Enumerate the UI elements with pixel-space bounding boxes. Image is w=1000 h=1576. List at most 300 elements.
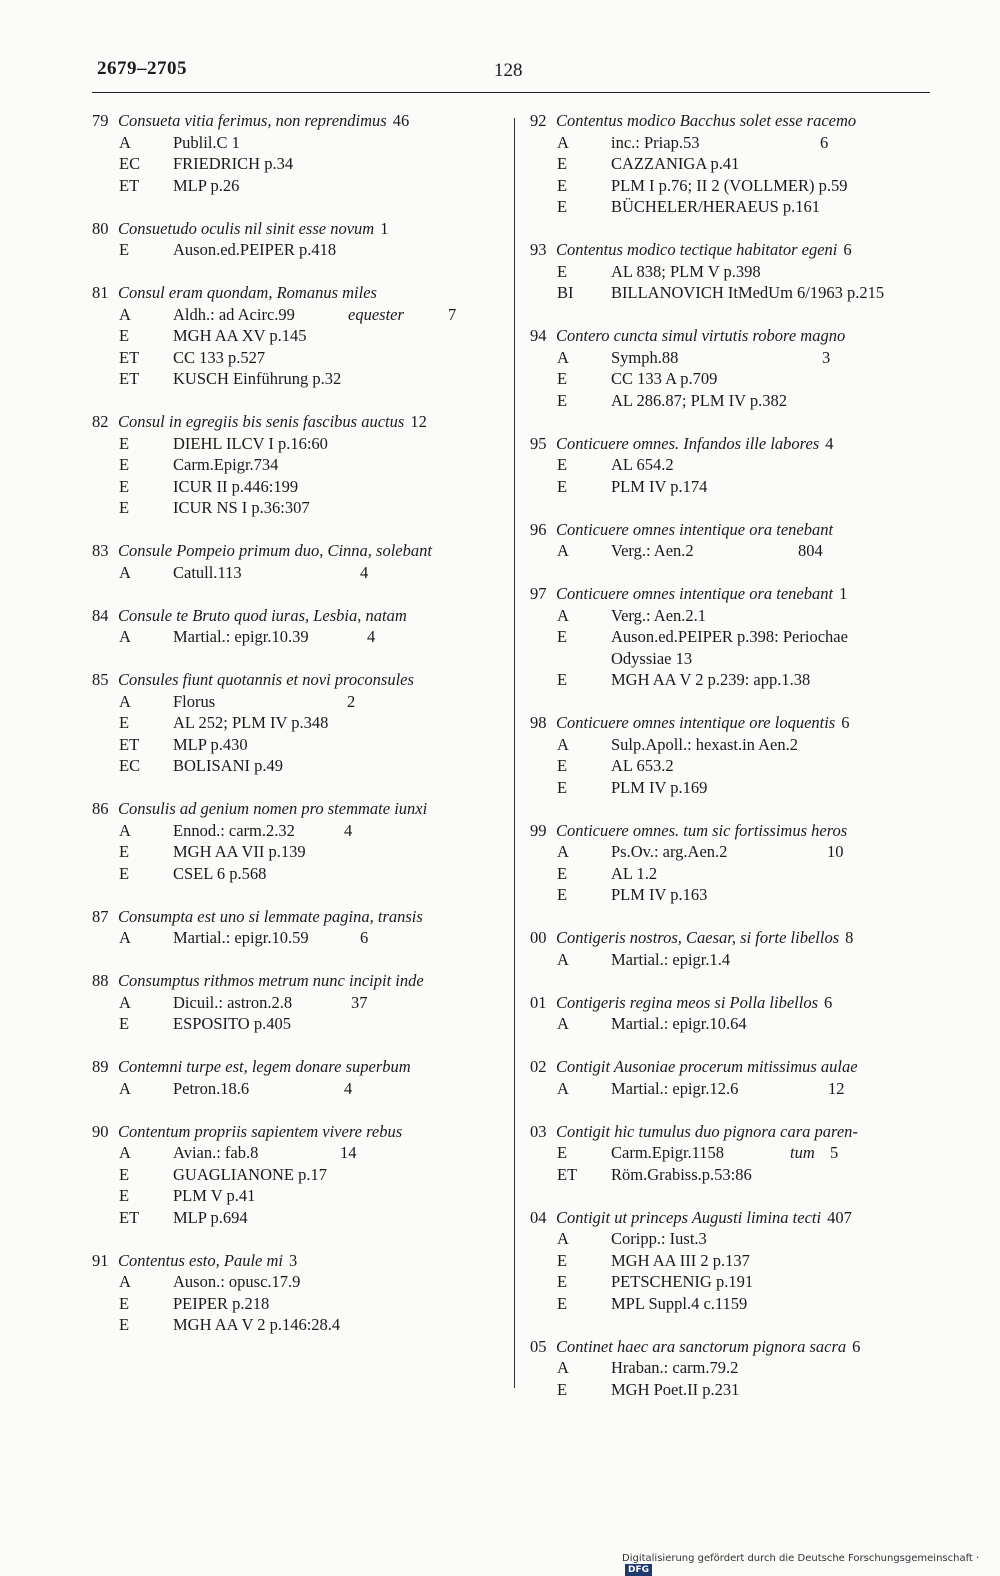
source-row [530,1271,928,1293]
source-reference: ESPOSITO p.405 [173,1014,291,1033]
source-reference: Dicuil.: astron.2.8 [173,992,293,1012]
source-code: E [557,1143,568,1162]
verse-count: 10 [827,842,844,861]
verse-count: 1 [839,584,848,603]
source-row [530,648,928,670]
source-reference: MLP p.430 [173,734,248,754]
source-code: ET [557,1164,578,1184]
entry-incipit-line [530,110,928,132]
source-reference: Verg.: Aen.2 [611,541,694,560]
source-code: A [119,1143,131,1162]
entry-incipit-line [92,605,492,627]
digitization-credit [622,1553,1000,1576]
entry-99 [530,820,928,906]
incipit-text: Continet haec ara sanctorum pignora sacra [556,1336,847,1356]
source-row [92,239,492,261]
entry-incipit-line [92,1056,492,1078]
source-reference: FRIEDRICH p.34 [173,154,294,173]
source-code: E [557,197,568,216]
entry-91 [92,1250,492,1336]
entry-89 [92,1056,492,1099]
credit-text: Digitalisierung gefördert durch die Deutsche Forschungsgemeinschaft · [622,1553,980,1564]
incipit-text: Conticuere omnes intentique ora tenebant [556,584,834,603]
source-reference: BOLISANI p.49 [173,756,283,775]
entry-incipit-line [530,820,928,842]
source-row [530,1293,928,1315]
verse-count: 4 [825,433,834,453]
source-row [92,626,492,648]
source-reference: Ps.Ov.: arg.Aen.2 [611,842,728,861]
column-divider [514,118,515,1388]
source-reference: Martial.: epigr.12.6 [611,1078,739,1098]
source-code: EC [119,154,141,173]
entry-82 [92,411,492,519]
source-reference: Auson.: opusc.17.9 [173,1272,301,1291]
incipit-text: Consumptus rithmos metrum nunc incipit inde [118,971,424,990]
source-code: E [557,175,568,195]
source-row [530,755,928,777]
source-row [530,282,928,304]
source-code: A [119,1272,131,1291]
source-reference: MGH AA III 2 p.137 [611,1250,750,1270]
source-row [530,1164,928,1186]
verse-count: 46 [392,111,410,130]
entry-90 [92,1121,492,1229]
source-reference: Röm.Grabiss.p.53:86 [611,1164,752,1184]
source-reference: MPL Suppl.4 c.1159 [611,1293,748,1313]
incipit-continuation: equester [348,304,404,324]
source-reference: MGH AA V 2 p.146:28.4 [173,1315,341,1334]
entry-number: 94 [530,326,547,345]
incipit-text: Contigit ut princeps Augusti limina tecti [556,1207,822,1227]
source-row [92,562,492,584]
entry-incipit-line [92,798,492,820]
source-row [530,1228,928,1250]
source-row [530,261,928,283]
entry-number: 96 [530,519,547,539]
source-row [530,949,928,971]
source-code: E [557,476,568,496]
source-row [92,1164,492,1186]
source-code: E [119,713,130,732]
source-row [92,863,492,885]
verse-count: 37 [351,992,368,1012]
entry-number: 03 [530,1121,547,1141]
entry-number: 89 [92,1057,109,1076]
source-code: E [119,326,130,345]
source-reference: Odyssiae 13 [611,648,693,668]
entry-number: 79 [92,111,109,130]
source-row [530,153,928,175]
source-row [92,1314,492,1336]
source-code: E [119,498,130,517]
source-row [530,734,928,756]
source-code: ET [119,347,140,367]
source-code: ET [119,175,140,195]
source-row [92,175,492,197]
entry-incipit-line [530,1056,928,1078]
source-row [530,1379,928,1401]
verse-count: 5 [830,1143,839,1162]
source-reference: Verg.: Aen.2.1 [611,605,707,625]
entry-incipit-line [92,218,492,240]
source-reference: PLM IV p.174 [611,476,708,496]
source-reference: PETSCHENIG p.191 [611,1272,754,1291]
entry-incipit-line [92,411,492,433]
source-row [92,841,492,863]
source-row [92,433,492,455]
entry-94 [530,325,928,411]
source-reference: AL 286.87; PLM IV p.382 [611,390,788,410]
source-code: E [119,1293,130,1313]
incipit-text: Contero cuncta simul virtutis robore magno [556,326,846,345]
entry-number: 90 [92,1121,109,1141]
source-code: E [557,369,568,388]
source-code: A [557,949,569,969]
source-reference: GUAGLIANONE p.17 [173,1164,327,1184]
source-row [530,368,928,390]
source-reference: PLM V p.41 [173,1186,256,1205]
entry-80 [92,218,492,261]
entry-number: 82 [92,412,109,431]
entry-incipit-line [530,325,928,347]
entry-incipit-line [530,583,928,605]
entry-incipit-line [92,906,492,928]
source-code: A [557,734,569,754]
source-code: E [557,627,568,646]
source-reference: Carm.Epigr.1158 [611,1143,725,1162]
verse-count: 4 [367,627,376,646]
source-code: E [119,1315,130,1334]
source-code: BI [557,283,574,302]
source-code: E [557,756,568,775]
source-row [92,1185,492,1207]
incipit-text: Consulis ad genium nomen pro stemmate iunxi [118,799,428,818]
source-row [92,304,492,326]
source-reference: ICUR II p.446:199 [173,476,299,496]
source-reference: AL 654.2 [611,455,674,474]
entry-incipit-line [92,669,492,691]
entry-number: 04 [530,1207,547,1227]
source-reference: AL 1.2 [611,863,658,883]
source-code: E [119,433,130,453]
entry-incipit-line [530,927,928,949]
entry-number: 99 [530,820,547,840]
entry-95 [530,433,928,498]
entry-incipit-line [530,712,928,734]
source-reference: MGH AA XV p.145 [173,326,307,345]
incipit-text: Contentus modico Bacchus solet esse racemo [556,111,857,130]
incipit-text: Contentus esto, Paule mi [118,1250,283,1270]
verse-count: 804 [798,541,823,560]
verse-count: 3 [822,347,831,367]
incipit-text: Contentus modico tectique habitator egeni [556,240,838,259]
source-code: ET [119,734,140,754]
verse-count: 4 [344,1078,353,1098]
source-code: E [119,1014,130,1033]
source-code: E [557,390,568,410]
incipit-continuation: tum [790,1143,815,1162]
incipit-text: Consul eram quondam, Romanus miles [118,283,377,302]
source-row [530,1078,928,1100]
source-reference: BÜCHELER/HERAEUS p.161 [611,197,821,216]
verse-count: 6 [843,240,852,259]
page-header-range: 2679–2705 [97,58,187,79]
source-reference: MGH AA V 2 p.239: app.1.38 [611,670,811,689]
source-row [530,1013,928,1035]
source-row [530,777,928,799]
source-code: A [119,1078,131,1098]
source-reference: Martial.: epigr.10.59 [173,928,309,947]
source-row [92,820,492,842]
source-reference: Coripp.: Iust.3 [611,1229,707,1248]
entry-number: 81 [92,283,109,302]
verse-count: 12 [828,1078,845,1098]
entry-81 [92,282,492,390]
source-reference: ICUR NS I p.36:307 [173,498,310,517]
incipit-text: Contigit Ausoniae procerum mitissimus aulae [556,1057,858,1076]
entry-number: 80 [92,218,109,238]
entry-number: 87 [92,906,109,926]
incipit-text: Contemni turpe est, legem donare superbum [118,1057,411,1076]
entry-incipit-line [530,1336,928,1358]
incipit-text: Conticuere omnes. tum sic fortissimus heros [556,820,848,840]
entry-79 [92,110,492,196]
source-code: E [119,455,130,474]
source-code: A [557,1358,569,1377]
source-row [92,691,492,713]
source-code: E [557,670,568,689]
source-row [530,863,928,885]
source-code: E [557,1293,568,1313]
entry-86 [92,798,492,884]
source-row [530,454,928,476]
source-reference: Catull.113 [173,562,242,582]
entry-number: 95 [530,433,547,453]
source-reference: Auson.ed.PEIPER p.398: Periochae [611,627,848,646]
source-code: E [557,455,568,474]
entry-00 [530,927,928,970]
header-rule [92,92,930,93]
incipit-text: Consule Pompeio primum duo, Cinna, solebant [118,541,432,560]
entry-03 [530,1121,928,1186]
source-code: A [119,691,131,711]
source-row [530,1142,928,1164]
entry-97 [530,583,928,691]
source-code: ET [119,369,140,388]
source-row [530,132,928,154]
entry-incipit-line [92,282,492,304]
source-code: A [557,1078,569,1098]
source-row [92,368,492,390]
entry-number: 05 [530,1336,547,1356]
entry-number: 97 [530,584,547,603]
entry-87 [92,906,492,949]
verse-count: 2 [347,691,356,711]
page-number: 128 [494,60,523,81]
source-reference: Hraban.: carm.79.2 [611,1358,739,1377]
entry-number: 85 [92,670,109,689]
source-code: E [119,1186,130,1205]
source-reference: inc.: Priap.53 [611,132,700,152]
source-row [530,175,928,197]
entry-incipit-line [92,110,492,132]
entry-85 [92,669,492,777]
source-row [92,476,492,498]
entry-96 [530,519,928,562]
incipit-text: Consule te Bruto quod iuras, Lesbia, natam [118,605,407,625]
source-row [92,153,492,175]
source-reference: Auson.ed.PEIPER p.418 [173,240,337,259]
source-reference: Martial.: epigr.1.4 [611,949,731,969]
source-code: A [557,347,569,367]
verse-count: 6 [360,928,369,947]
source-row [92,347,492,369]
entry-incipit-line [530,239,928,261]
source-row [92,992,492,1014]
source-reference: PLM IV p.163 [611,885,708,904]
verse-count: 8 [845,928,854,947]
source-row [530,476,928,498]
source-reference: Sulp.Apoll.: hexast.in Aen.2 [611,734,798,754]
verse-count: 6 [824,992,833,1012]
source-reference: PLM I p.76; II 2 (VOLLMER) p.59 [611,175,848,195]
source-reference: CSEL 6 p.568 [173,863,267,883]
source-code: E [119,863,130,883]
entry-number: 93 [530,240,547,259]
source-code: A [119,627,131,646]
verse-count: 4 [360,562,369,582]
entry-05 [530,1336,928,1401]
source-row [92,734,492,756]
entry-incipit-line [92,1250,492,1272]
incipit-text: Consumpta est uno si lemmate pagina, transis [118,906,423,926]
source-row [92,927,492,949]
source-reference: Ennod.: carm.2.32 [173,820,295,840]
verse-count: 14 [340,1143,357,1162]
source-reference: CC 133 p.527 [173,347,266,367]
source-code: E [557,1272,568,1291]
source-reference: MLP p.694 [173,1207,248,1227]
source-row [92,755,492,777]
incipit-text: Conticuere omnes. Infandos ille labores [556,433,820,453]
source-row [530,196,928,218]
verse-count: 7 [448,304,457,324]
source-row [92,1013,492,1035]
source-reference: MGH AA VII p.139 [173,842,306,861]
verse-count: 6 [852,1336,861,1356]
incipit-text: Contigeris nostros, Caesar, si forte libellos [556,928,840,947]
incipit-text: Contigit hic tumulus duo pignora cara paren- [556,1121,858,1141]
source-code: E [557,885,568,904]
source-reference: CAZZANIGA p.41 [611,154,740,173]
source-code: E [557,1379,568,1399]
verse-count: 407 [827,1207,852,1227]
left-column [92,110,492,1357]
source-code: A [557,842,569,861]
source-reference: Martial.: epigr.10.64 [611,1014,747,1033]
source-row [92,712,492,734]
source-code [530,648,611,670]
incipit-text: Consul in egregiis bis senis fascibus auctus [118,412,405,431]
entry-number: 02 [530,1057,547,1076]
source-reference: Florus [173,691,216,711]
entry-incipit-line [92,540,492,562]
incipit-text: Contentum propriis sapientem vivere rebus [118,1121,403,1141]
entry-83 [92,540,492,583]
source-reference: DIEHL ILCV I p.16:60 [173,433,328,453]
entry-84 [92,605,492,648]
source-row [92,1271,492,1293]
source-row [530,626,928,648]
source-reference: BILLANOVICH ItMedUm 6/1963 p.215 [611,283,885,302]
source-reference: AL 252; PLM IV p.348 [173,713,329,732]
right-column [530,110,928,1422]
source-row [92,454,492,476]
source-reference: Carm.Epigr.734 [173,455,279,474]
source-reference: Avian.: fab.8 [173,1143,259,1162]
source-row [530,605,928,627]
incipit-text: Consuetudo oculis nil sinit esse novum [118,218,375,238]
source-row [92,1293,492,1315]
source-code: E [119,240,130,259]
source-code: E [557,261,568,281]
source-code: E [119,1164,130,1184]
source-reference: CC 133 A p.709 [611,369,718,388]
source-reference: Publil.C 1 [173,132,240,152]
incipit-text: Contigeris regina meos si Polla libellos [556,992,819,1012]
entry-93 [530,239,928,304]
entry-number: 86 [92,799,109,818]
source-row [530,669,928,691]
source-reference: MLP p.26 [173,175,240,195]
entry-incipit-line [530,992,928,1014]
entry-number: 01 [530,992,547,1012]
source-code: E [119,842,130,861]
entry-number: 84 [92,605,109,625]
incipit-text: Conticuere omnes intentique ora tenebant [556,519,834,539]
verse-count: 4 [344,820,353,840]
source-code: A [119,132,131,152]
source-row [92,497,492,519]
source-code: E [557,863,568,883]
entry-92 [530,110,928,218]
entry-incipit-line [530,519,928,541]
verse-count: 12 [410,412,427,431]
source-row [530,347,928,369]
incipit-text: Consules fiunt quotannis et novi proconsules [118,670,414,689]
source-reference: KUSCH Einführung p.32 [173,369,342,388]
source-reference: PEIPER p.218 [173,1293,270,1313]
entry-incipit-line [530,433,928,455]
entry-88 [92,970,492,1035]
source-row [92,1207,492,1229]
source-row [530,841,928,863]
source-reference: Symph.88 [611,347,679,367]
entry-01 [530,992,928,1035]
source-code: EC [119,756,141,775]
source-reference: Martial.: epigr.10.39 [173,627,309,646]
entry-incipit-line [530,1207,928,1229]
source-row [530,540,928,562]
source-code: E [119,476,130,496]
entry-98 [530,712,928,798]
source-row [530,390,928,412]
source-reference: AL 653.2 [611,756,674,775]
source-code: A [119,992,131,1012]
source-code: A [119,820,131,840]
incipit-text: Conticuere omnes intentique ore loquentis [556,713,836,732]
